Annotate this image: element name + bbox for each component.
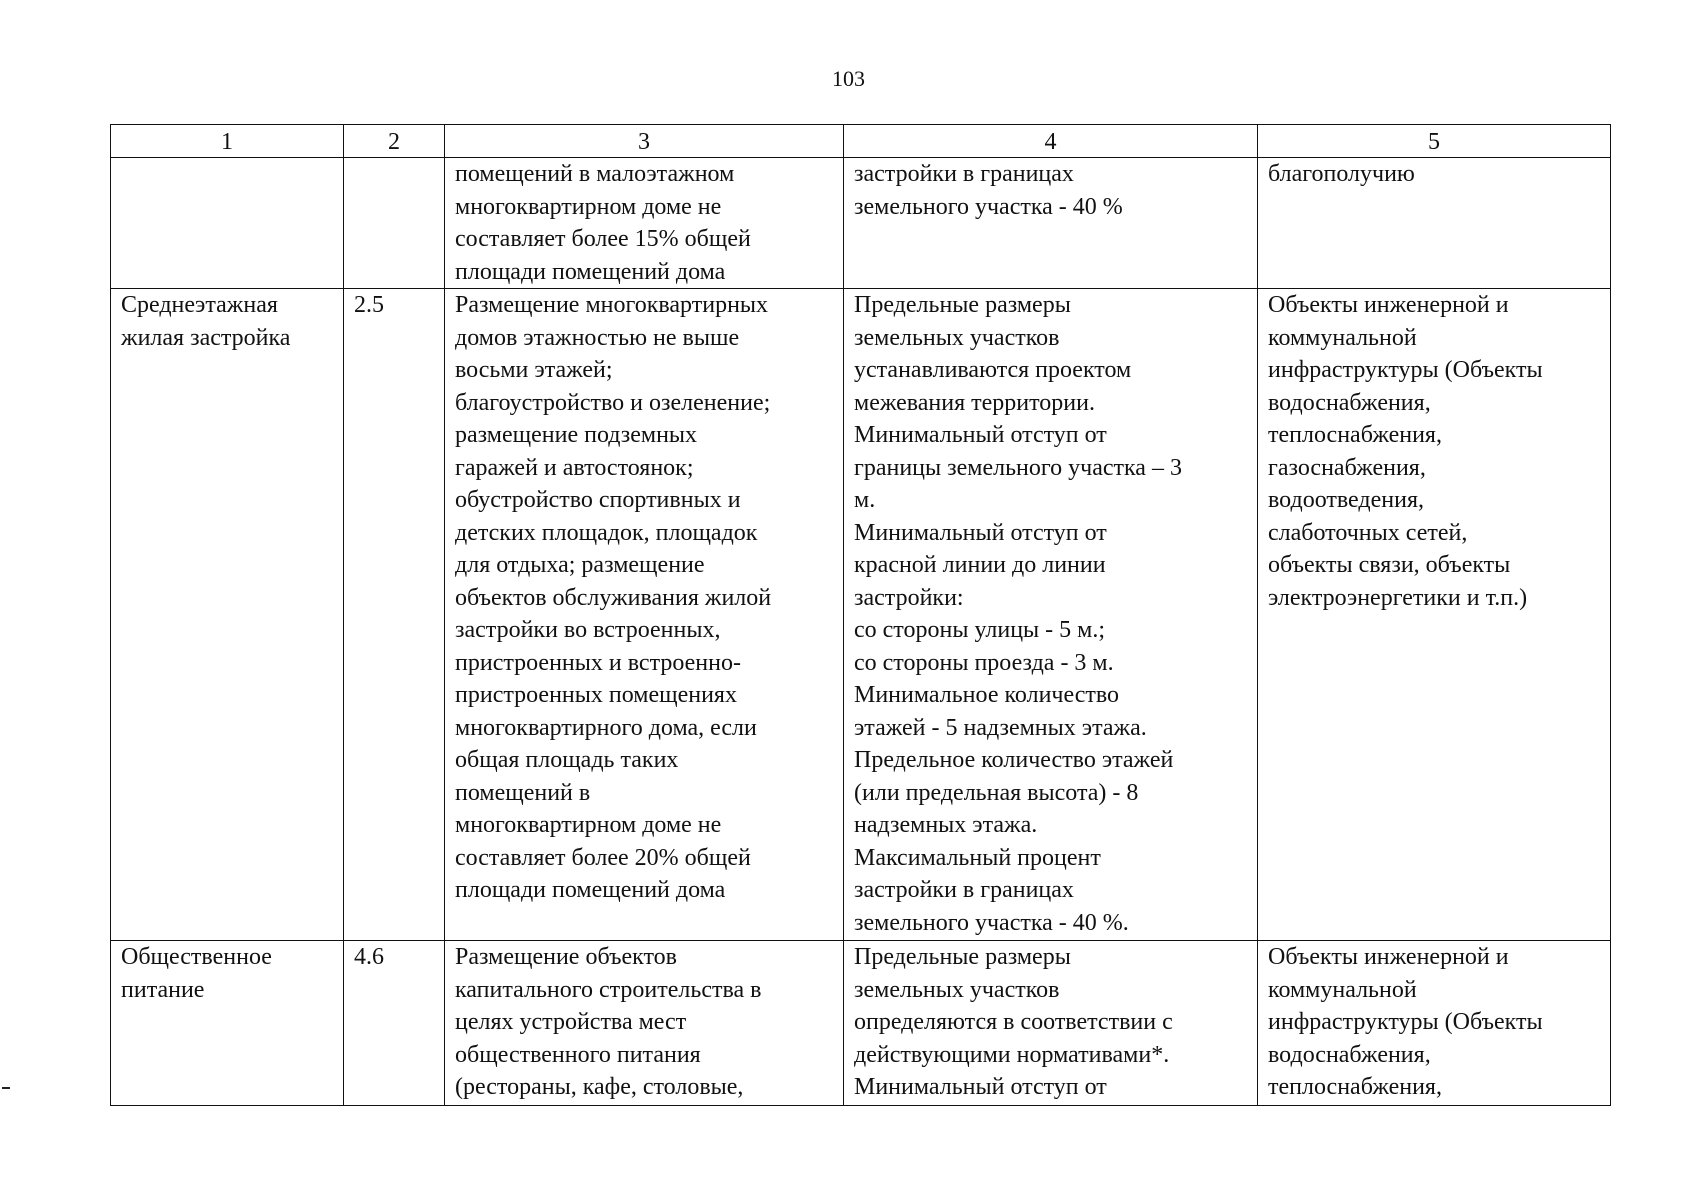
objects-cell [1258,289,1611,941]
column-header: 4 [844,125,1258,158]
land-use-code: 4.6 [354,944,384,970]
land-use-parameters: Предельные размеры земельных участков устанавливаются проектом межевания территории. Минимальный отступ от границы земельного участка – 3 м. Минимальный отступ от красной линии до линии застройки: со стороны улицы - 5 м.; со стороны проезда - 3 м. Минимальное количество этажей - 5 надземных этажа. Предельное количество этажей (или предельная высота) - 8 надземных этажа. Максимальный процент застройки в границах земельного участка - 40 %. [854,292,1182,936]
land-use-name-cell [111,158,344,289]
objects-cell [1258,158,1611,289]
auxiliary-objects: Объекты инженерной и коммунальной инфраструктуры (Объекты водоснабжения, теплоснабжения, газоснабжения, водоотведения, слаботочных сетей, объекты связи, объекты электроэнергетики и т.п.) [1268,292,1543,611]
auxiliary-objects: благополучию [1268,161,1415,187]
regulations-table [110,124,1611,1106]
parameters-cell [844,158,1258,289]
land-use-name: Среднеэтажная жилая застройка [121,292,291,351]
land-use-name: Общественное питание [121,944,272,1003]
page-number: 103 [832,66,865,91]
table-row [111,941,1611,1106]
table-header-row [111,125,1611,158]
code-cell [344,158,445,289]
table-row [111,289,1611,941]
land-use-description: помещений в малоэтажном многоквартирном доме не составляет более 15% общей площади помещений дома [455,161,751,285]
column-header: 3 [445,125,844,158]
column-header: 5 [1258,125,1611,158]
land-use-code: 2.5 [354,292,384,318]
land-use-parameters: Предельные размеры земельных участков определяются в соответствии с действующими нормативами*. Минимальный отступ от [854,944,1173,1100]
parameters-cell [844,289,1258,941]
code-cell [344,941,445,1106]
column-header: 1 [111,125,344,158]
margin-mark [2,1087,10,1089]
parameters-cell [844,941,1258,1106]
land-use-description: Размещение объектов капитального строительства в целях устройства мест общественного питания (рестораны, кафе, столовые, [455,944,762,1100]
column-header: 2 [344,125,445,158]
code-cell [344,289,445,941]
land-use-description: Размещение многоквартирных домов этажностью не выше восьми этажей; благоустройство и озеленение; размещение подземных гаражей и автостоянок; обустройство спортивных и детских площадок, площадок для отдыха; размещение объектов обслуживания жилой застройки во встроенных, пристроенных и встроенно- пристроенных помещениях многоквартирного дома, если общая площадь таких помещений в многоквартирном доме не составляет более 20% общей площади помещений дома [455,292,772,903]
table-row [111,158,1611,289]
description-cell [445,941,844,1106]
description-cell [445,289,844,941]
land-use-parameters: застройки в границах земельного участка - 40 % [854,161,1123,220]
auxiliary-objects: Объекты инженерной и коммунальной инфраструктуры (Объекты водоснабжения, теплоснабжения, [1268,944,1543,1100]
objects-cell [1258,941,1611,1106]
land-use-name-cell [111,941,344,1106]
description-cell [445,158,844,289]
land-use-name-cell [111,289,344,941]
